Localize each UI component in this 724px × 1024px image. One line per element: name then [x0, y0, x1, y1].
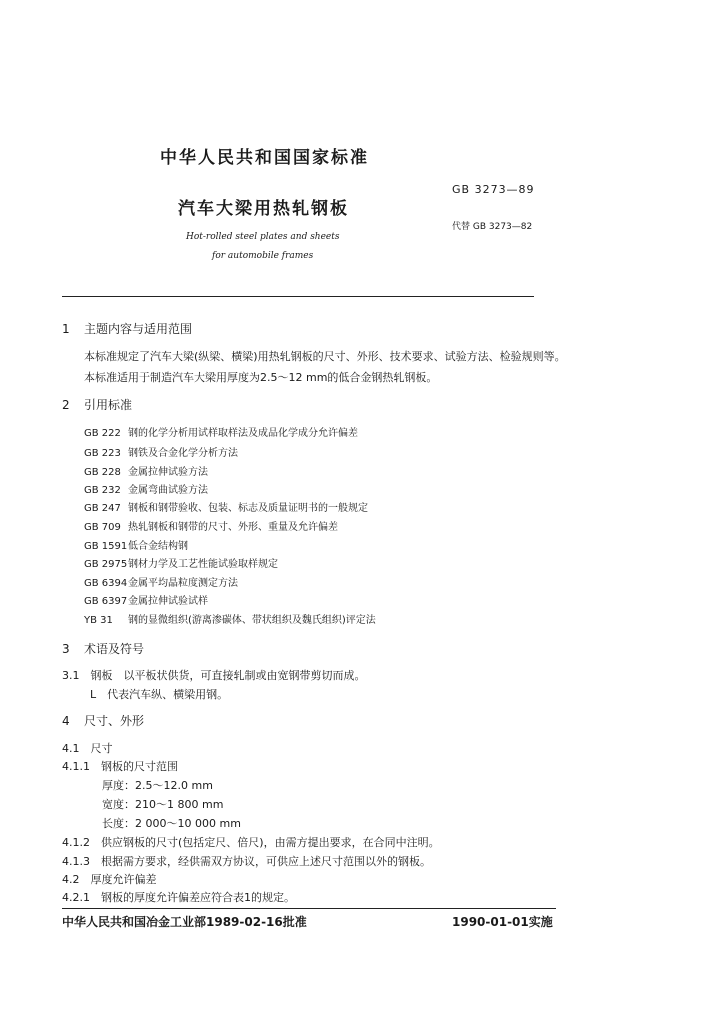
- clause-3-1: 3.1 钢板 以平板状供货，可直接轧制或由宽钢带剪切而成。: [62, 669, 366, 682]
- reference-title: 钢板和钢带验收、包装、标志及质量证明书的一般规定: [128, 503, 368, 514]
- footer-divider: [62, 908, 556, 909]
- reference-code: GB 232: [84, 485, 121, 496]
- reference-row: [84, 611, 376, 626]
- reference-title: 钢铁及合金化学分析方法: [128, 448, 238, 459]
- thickness-range: 厚度：2.5～12.0 mm: [102, 779, 213, 792]
- reference-row: [84, 574, 238, 589]
- reference-code: GB 6394: [84, 578, 128, 589]
- section-4-heading: [62, 712, 144, 729]
- clause-4-1-1: 4.1.1 钢板的尺寸范围: [62, 760, 178, 773]
- reference-title: 热轧钢板和钢带的尺寸、外形、重量及允许偏差: [128, 522, 338, 533]
- reference-title: 钢材力学及工艺性能试验取样规定: [128, 559, 278, 570]
- reference-row: [84, 499, 368, 514]
- standard-code: GB 3273—89: [452, 183, 535, 196]
- reference-title: 金属平均晶粒度测定方法: [128, 578, 238, 589]
- section-3-heading: [62, 640, 144, 657]
- english-title-line1: Hot-rolled steel plates and sheets: [186, 232, 340, 242]
- clause-4-1-2: 4.1.2 供应钢板的尺寸(包括定尺、倍尺)，由需方提出要求，在合同中注明。: [62, 836, 440, 849]
- section-number: 1: [62, 322, 70, 336]
- length-range: 长度：2 000～10 000 mm: [102, 817, 241, 830]
- reference-code: GB 2975: [84, 559, 128, 570]
- reference-code: GB 228: [84, 467, 121, 478]
- replaces-standard: 代替 GB 3273—82: [452, 222, 533, 232]
- reference-code: GB 709: [84, 522, 121, 533]
- english-title-line2: for automobile frames: [212, 251, 314, 261]
- reference-code: YB 31: [84, 615, 113, 626]
- reference-row: [84, 555, 278, 570]
- reference-title: 低合金结构钢: [128, 541, 188, 552]
- reference-row: [84, 537, 188, 552]
- reference-row: [84, 592, 208, 607]
- reference-code: GB 1591: [84, 541, 128, 552]
- clause-4-1: 4.1 尺寸: [62, 742, 113, 755]
- section-title: 尺寸、外形: [84, 714, 145, 728]
- approval-note: 中华人民共和国冶金工业部1989-02-16批准: [62, 915, 307, 929]
- section-title: 主题内容与适用范围: [84, 322, 193, 336]
- reference-title: 金属拉伸试验方法: [128, 467, 208, 478]
- section-2-heading: [62, 396, 132, 413]
- section-number: 4: [62, 714, 70, 728]
- clause-3-symbol-l: L 代表汽车纵、横梁用钢。: [90, 688, 229, 701]
- section-1-heading: [62, 320, 192, 337]
- reference-code: GB 223: [84, 448, 121, 459]
- reference-code: GB 6397: [84, 596, 128, 607]
- clause-4-2-1: 4.2.1 钢板的厚度允许偏差应符合表1的规定。: [62, 891, 295, 904]
- reference-title: 金属弯曲试验方法: [128, 485, 208, 496]
- reference-row: [84, 518, 338, 533]
- document-title: 汽车大梁用热轧钢板: [178, 199, 349, 219]
- national-standard-title: 中华人民共和国国家标准: [160, 148, 369, 168]
- effective-date: 1990-01-01实施: [452, 915, 553, 929]
- reference-code: GB 247: [84, 503, 121, 514]
- clause-4-2: 4.2 厚度允许偏差: [62, 873, 157, 886]
- reference-title: 钢的化学分析用试样取样法及成品化学成分允许偏差: [128, 428, 358, 439]
- reference-row: [84, 444, 238, 459]
- header-divider: [62, 296, 534, 297]
- section-number: 3: [62, 642, 70, 656]
- reference-row: [84, 424, 358, 439]
- reference-row: [84, 481, 208, 496]
- clause-4-1-3: 4.1.3 根据需方要求，经供需双方协议，可供应上述尺寸范围以外的钢板。: [62, 855, 431, 868]
- section-1-paragraph-2: 本标准适用于制造汽车大梁用厚度为2.5～12 mm的低合金钢热轧钢板。: [84, 371, 438, 384]
- reference-row: [84, 463, 208, 478]
- reference-code: GB 222: [84, 428, 121, 439]
- section-title: 术语及符号: [84, 642, 145, 656]
- section-number: 2: [62, 398, 70, 412]
- section-1-paragraph-1: 本标准规定了汽车大梁(纵梁、横梁)用热轧钢板的尺寸、外形、技术要求、试验方法、检验规则等。: [84, 350, 566, 363]
- section-title: 引用标准: [84, 398, 133, 412]
- reference-title: 金属拉伸试验试样: [128, 596, 208, 607]
- width-range: 宽度：210～1 800 mm: [102, 798, 224, 811]
- reference-title: 钢的显微组织(游离渗碳体、带状组织及魏氏组织)评定法: [128, 615, 376, 626]
